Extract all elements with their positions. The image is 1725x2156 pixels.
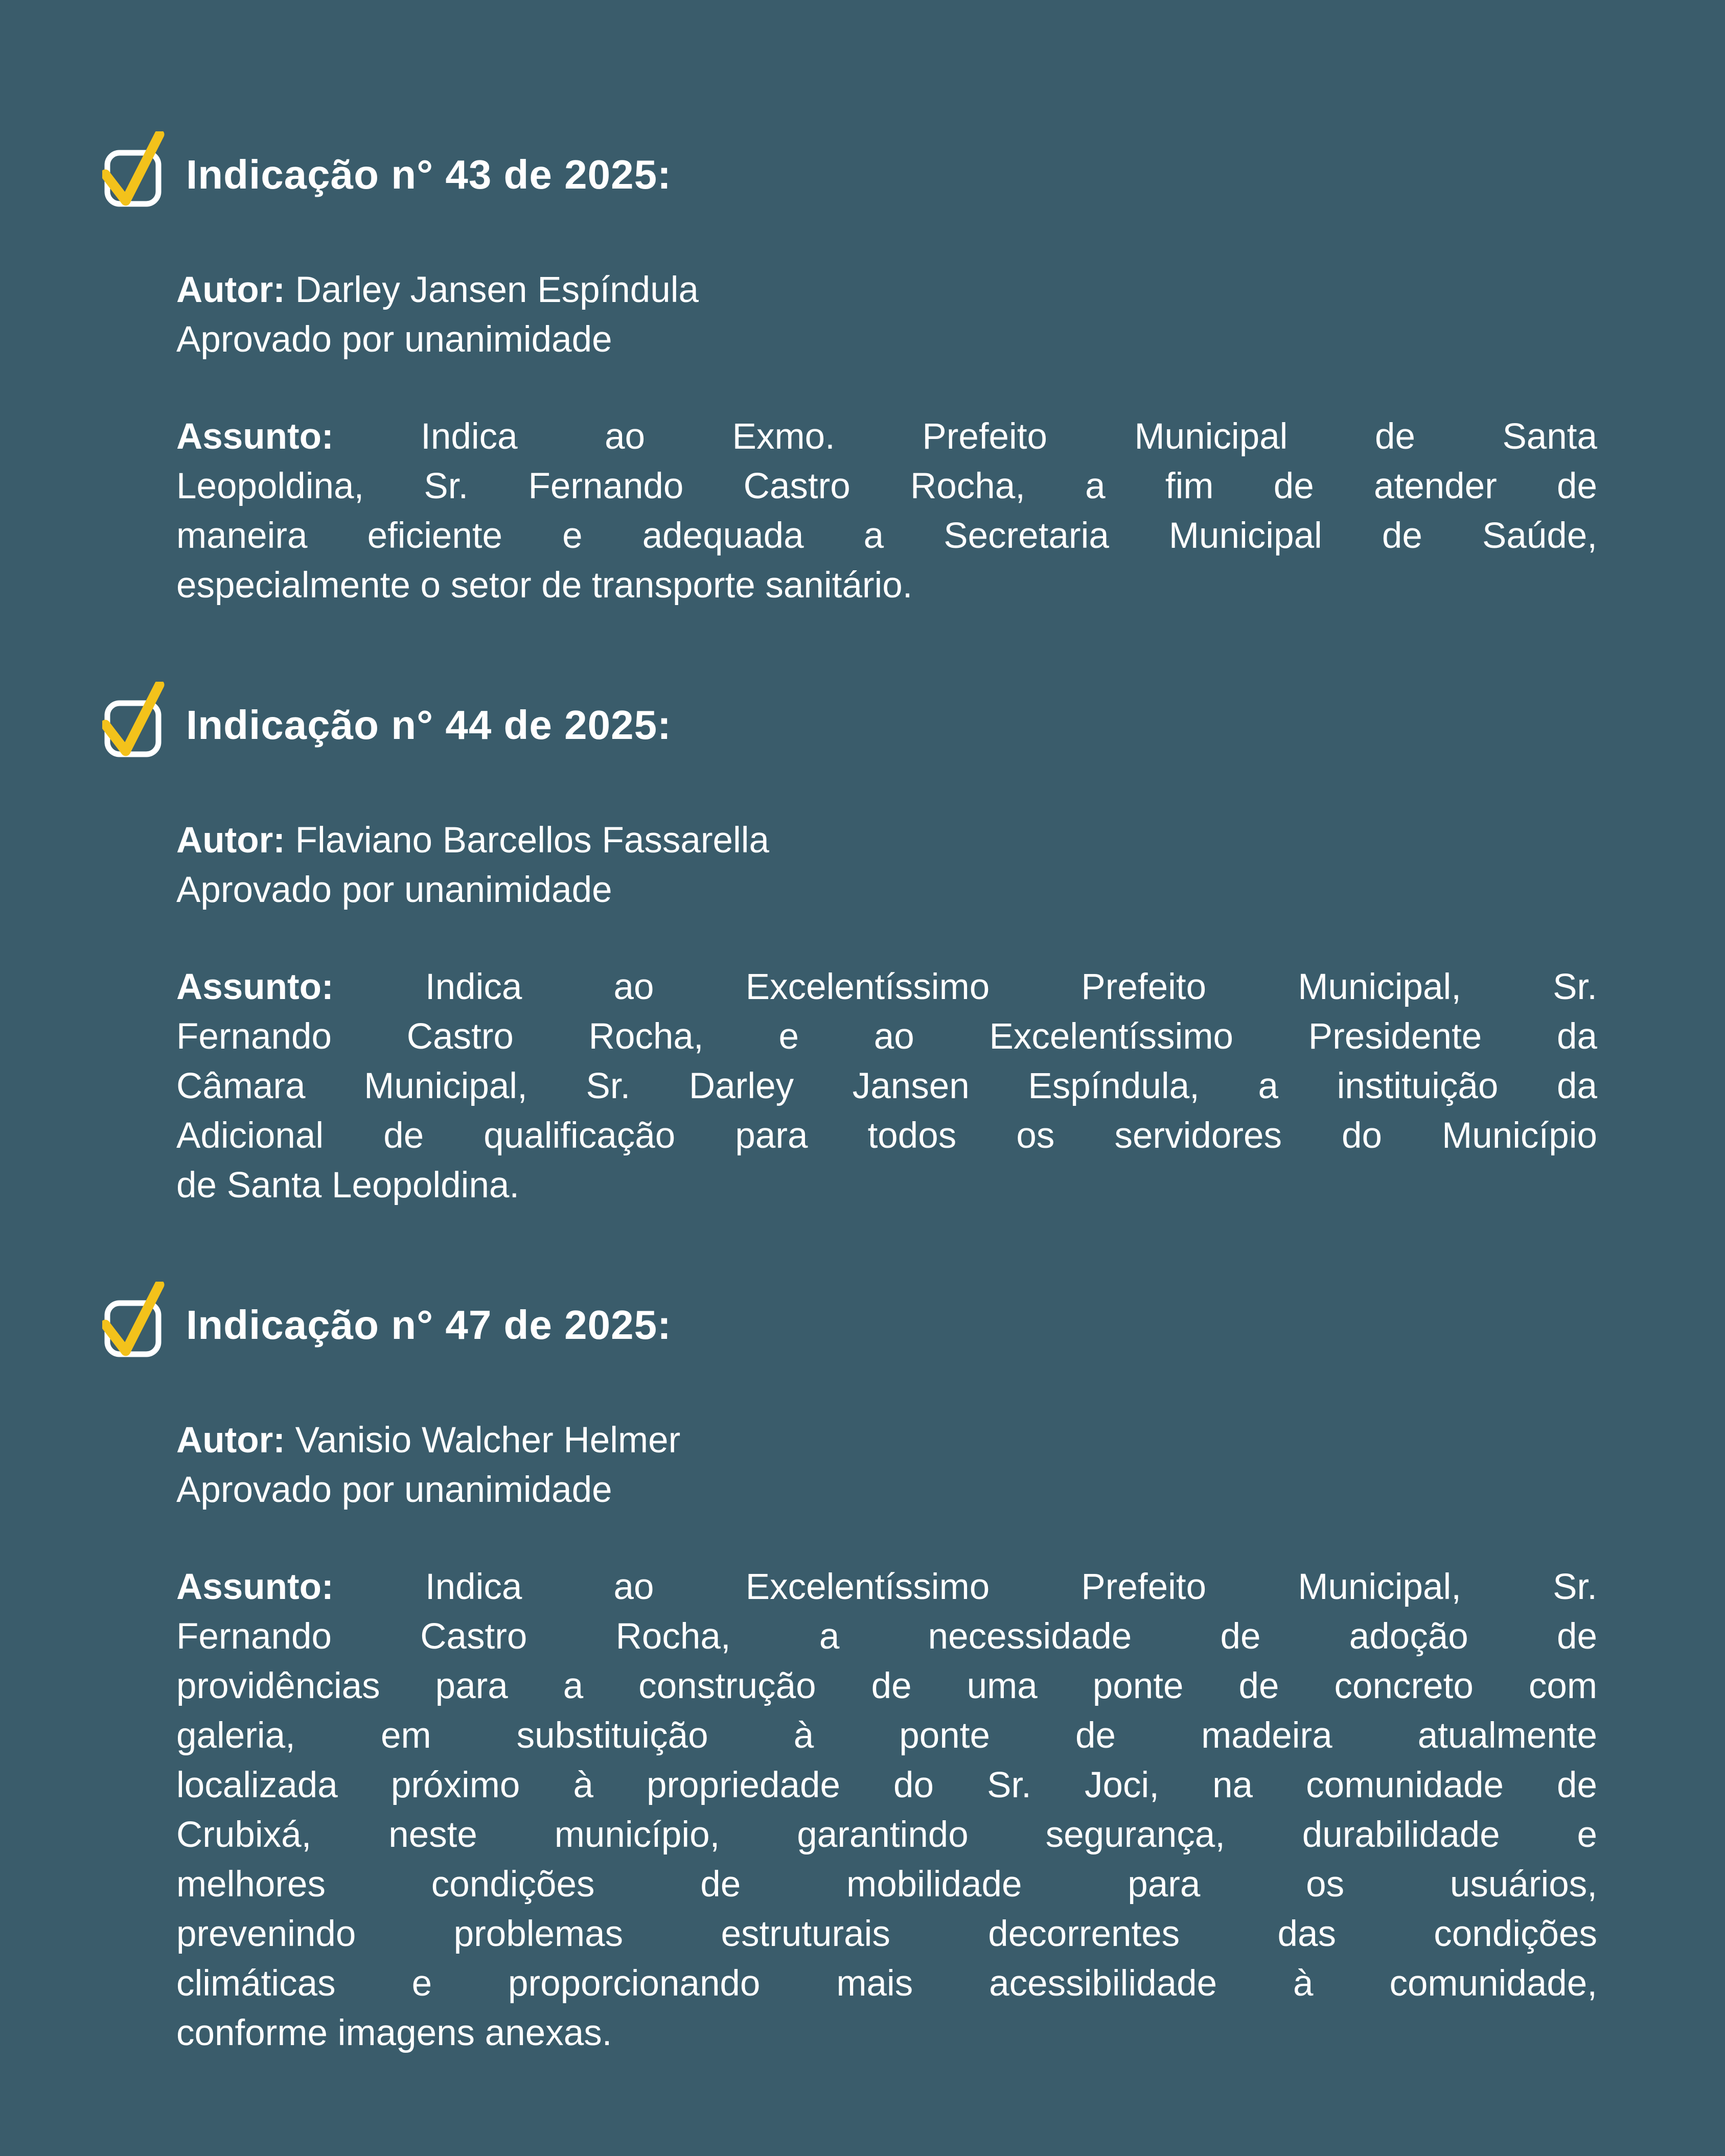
subject-label: Assunto:	[176, 416, 334, 457]
subject-paragraph	[176, 412, 1597, 610]
subject-line: melhores condições de mobilidade para os usuários,	[176, 1864, 1597, 1905]
subject-line: localizada próximo à propriedade do Sr. Joci, na comunidade de	[176, 1765, 1597, 1805]
subject-line: providências para a construção de uma ponte de concreto com	[176, 1666, 1597, 1706]
checkbox-checked-icon	[102, 682, 168, 758]
checkbox-checked-icon	[102, 1282, 168, 1358]
subject-line: conforme imagens anexas.	[176, 2013, 612, 2053]
subject-paragraph	[176, 962, 1597, 1210]
subject-line: Fernando Castro Rocha, a necessidade de adoção de	[176, 1616, 1597, 1657]
subject-line: prevenindo problemas estruturais decorrentes das condições	[176, 1914, 1597, 1954]
section-title: Indicação n° 47 de 2025:	[186, 1302, 672, 1348]
subject-line: especialmente o setor de transporte sanitário.	[176, 565, 913, 606]
author-line	[176, 1416, 1597, 1465]
subject-paragraph	[176, 1562, 1597, 2058]
indication-section-43	[102, 131, 1597, 610]
subject-label: Assunto:	[176, 1567, 334, 1607]
subject-line: Leopoldina, Sr. Fernando Castro Rocha, a fim de atender de	[176, 466, 1597, 506]
author-name: Darley Jansen Espíndula	[295, 270, 699, 310]
section-header	[102, 1282, 1597, 1358]
checkbox-checked-icon	[102, 131, 168, 208]
author-line	[176, 265, 1597, 315]
indication-section-44	[102, 682, 1597, 1210]
author-approval-block	[176, 265, 1597, 364]
subject-line: Fernando Castro Rocha, e ao Excelentíssimo Presidente da	[176, 1016, 1597, 1057]
approval-line: Aprovado por unanimidade	[176, 870, 612, 910]
author-label: Autor:	[176, 1420, 285, 1460]
subject-line: Câmara Municipal, Sr. Darley Jansen Espíndula, a instituição da	[176, 1066, 1597, 1106]
approval-line: Aprovado por unanimidade	[176, 319, 612, 360]
author-name: Vanisio Walcher Helmer	[295, 1420, 681, 1460]
section-header	[102, 682, 1597, 758]
subject-line: Assunto: Indica ao Excelentíssimo Prefeito Municipal, Sr.	[176, 967, 1597, 1007]
author-approval-block	[176, 1416, 1597, 1515]
subject-line: Assunto: Indica ao Exmo. Prefeito Municipal de Santa	[176, 416, 1597, 457]
subject-label: Assunto:	[176, 967, 334, 1007]
section-header	[102, 131, 1597, 208]
subject-line: galeria, em substituição à ponte de madeira atualmente	[176, 1715, 1597, 1756]
section-title: Indicação n° 43 de 2025:	[186, 152, 672, 197]
author-approval-block	[176, 816, 1597, 915]
author-label: Autor:	[176, 270, 285, 310]
subject-line: Assunto: Indica ao Excelentíssimo Prefeito Municipal, Sr.	[176, 1567, 1597, 1607]
section-title: Indicação n° 44 de 2025:	[186, 702, 672, 748]
indication-section-47	[102, 1282, 1597, 2058]
subject-line: Crubixá, neste município, garantindo segurança, durabilidade e	[176, 1815, 1597, 1855]
subject-line: maneira eficiente e adequada a Secretaria Municipal de Saúde,	[176, 516, 1597, 556]
approval-line: Aprovado por unanimidade	[176, 1470, 612, 1510]
subject-line: climáticas e proporcionando mais acessibilidade à comunidade,	[176, 1963, 1597, 2004]
author-name: Flaviano Barcellos Fassarella	[295, 820, 770, 861]
subject-line: de Santa Leopoldina.	[176, 1165, 520, 1205]
subject-line: Adicional de qualificação para todos os servidores do Município	[176, 1116, 1597, 1156]
author-label: Autor:	[176, 820, 285, 861]
author-line	[176, 816, 1597, 865]
